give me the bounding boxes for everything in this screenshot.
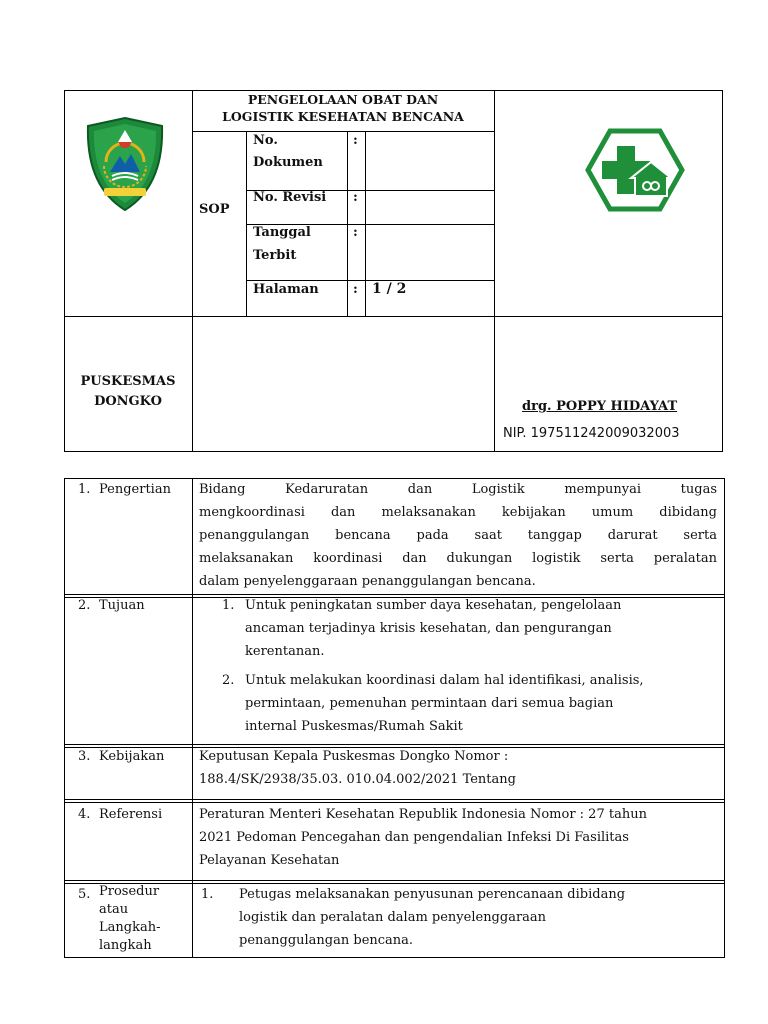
- tujuan-item-line: Untuk peningkatan sumber daya kesehatan, pengelolaan: [245, 598, 622, 613]
- tujuan-item-line: Untuk melakukan koordinasi dalam hal identifikasi, analisis,: [245, 673, 644, 688]
- section-number: 3.: [78, 749, 91, 764]
- section-number: 5.: [78, 887, 91, 902]
- section-number: 2.: [78, 598, 91, 613]
- field-label-no-dokumen: No.: [253, 133, 278, 148]
- sop-label: SOP: [199, 202, 230, 217]
- section-label-prosedur: langkah: [99, 938, 152, 953]
- field-label-halaman: Halaman: [253, 282, 319, 297]
- document-title-line2: LOGISTIK KESEHATAN BENCANA: [222, 109, 464, 124]
- tujuan-item-number: 1.: [222, 598, 235, 613]
- field-label-tanggal: Tanggal: [253, 225, 311, 240]
- org-name-line1: PUSKESMAS: [80, 374, 176, 389]
- prosedur-item-number: 1.: [201, 887, 214, 902]
- kebijakan-line: 188.4/SK/2938/35.03. 010.04.002/2021 Tentang: [199, 772, 516, 787]
- section-label-prosedur: Prosedur: [99, 884, 160, 899]
- section-label-prosedur: atau: [99, 902, 129, 917]
- tujuan-item-number: 2.: [222, 673, 235, 688]
- section-label-prosedur: Langkah-: [99, 920, 161, 935]
- referensi-line: 2021 Pedoman Pencegahan dan pengendalian Infeksi Di Fasilitas: [199, 830, 629, 845]
- pengertian-line: dalam penyelenggaraan penanggulangan bencana.: [199, 574, 536, 589]
- field-value-halaman: 1 / 2: [372, 281, 407, 297]
- field-sep: :: [353, 282, 358, 297]
- prosedur-line: logistik dan peralatan dalam penyelenggaraan: [239, 910, 547, 925]
- tujuan-item-line: permintaan, pemenuhan permintaan dari semua bagian: [245, 696, 614, 711]
- prosedur-line: Petugas melaksanakan penyusunan perencanaan dibidang: [239, 887, 626, 902]
- pengertian-line: penanggulangan bencana pada saat tanggap darurat serta: [199, 528, 717, 543]
- section-label-referensi: Referensi: [99, 807, 163, 822]
- field-sep: :: [353, 225, 358, 240]
- field-sep: :: [353, 133, 358, 148]
- prosedur-line: penanggulangan bencana.: [239, 933, 414, 948]
- regency-logo: [84, 116, 166, 212]
- pengertian-line: mengkoordinasi dan melaksanakan kebijakan umum dibidang: [199, 505, 717, 520]
- section-label-kebijakan: Kebijakan: [99, 749, 165, 764]
- field-label-tanggal-2: Terbit: [253, 248, 297, 263]
- field-sep: :: [353, 190, 358, 205]
- field-label-no-dokumen-2: Dokumen: [253, 155, 323, 170]
- section-number: 1.: [78, 482, 91, 497]
- section-number: 4.: [78, 807, 91, 822]
- section-label-pengertian: Pengertian: [99, 482, 171, 497]
- signer-nip: NIP. 197511242009032003: [503, 426, 680, 441]
- pengertian-line: melaksanakan koordinasi dan dukungan logistik serta peralatan: [199, 551, 717, 566]
- tujuan-item-line: ancaman terjadinya krisis kesehatan, dan pengurangan: [245, 621, 612, 636]
- referensi-line: Pelayanan Kesehatan: [199, 853, 340, 868]
- puskesmas-logo: [585, 128, 685, 212]
- kebijakan-line: Keputusan Kepala Puskesmas Dongko Nomor :: [199, 749, 509, 764]
- tujuan-item-line: kerentanan.: [245, 644, 325, 659]
- tujuan-item-line: internal Puskesmas/Rumah Sakit: [245, 719, 463, 734]
- org-name-line2: DONGKO: [94, 394, 162, 409]
- field-label-no-revisi: No. Revisi: [253, 190, 327, 205]
- referensi-line: Peraturan Menteri Kesehatan Republik Indonesia Nomor : 27 tahun: [199, 807, 647, 822]
- section-label-tujuan: Tujuan: [99, 598, 145, 613]
- pengertian-line: Bidang Kedaruratan dan Logistik mempunyai tugas: [199, 482, 717, 497]
- document-title-line1: PENGELOLAAN OBAT DAN: [247, 92, 439, 107]
- signer-name: drg. POPPY HIDAYAT: [522, 399, 678, 414]
